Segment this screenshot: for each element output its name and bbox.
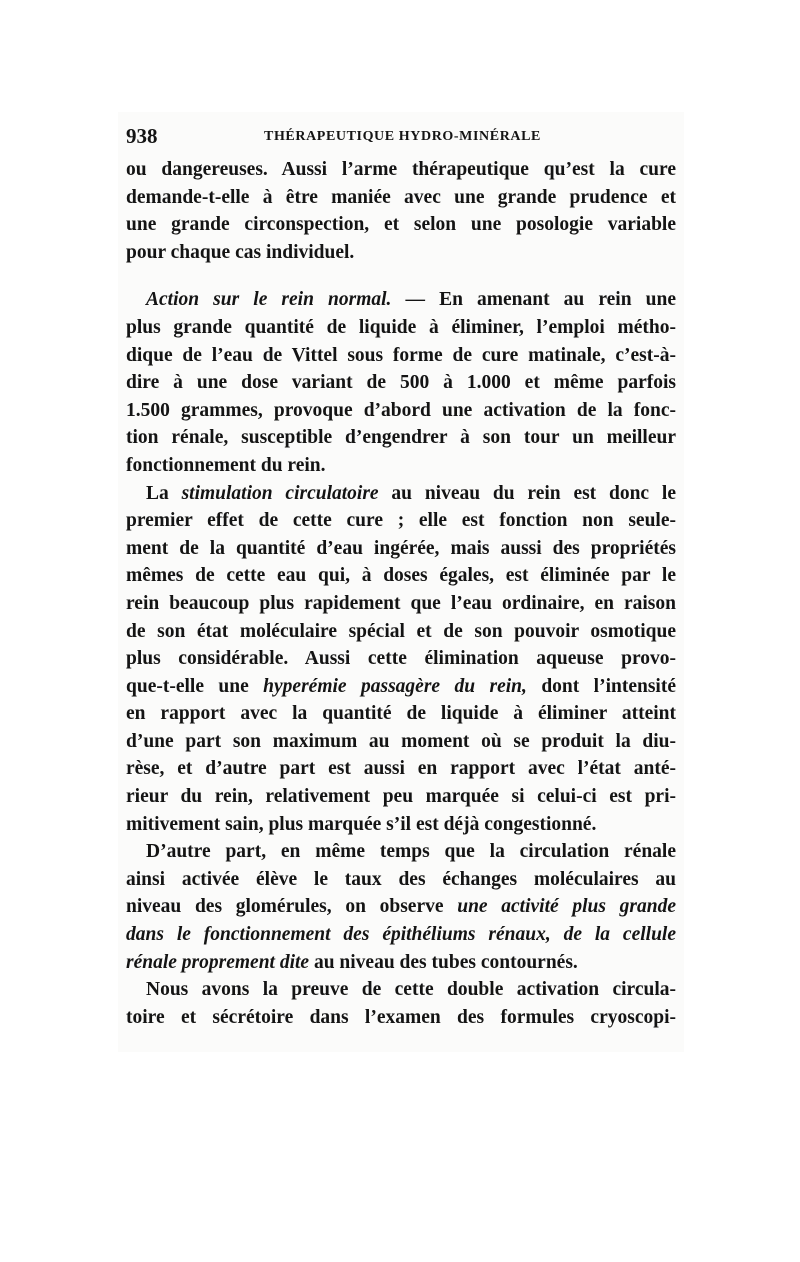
text-line: rieur du rein, relativement peu marquée si celui-ci est pri- <box>126 786 676 808</box>
text-line: tion rénale, susceptible d’engendrer à son tour un meilleur <box>126 427 676 449</box>
text-line: toire et sécrétoire dans l’examen des formules cryoscopi- <box>126 1006 676 1028</box>
paragraph-3 <box>126 480 676 839</box>
text-span: — En amenant au rein une <box>391 289 676 311</box>
emphasis: rénale proprement dite <box>126 951 310 973</box>
text-span: La <box>146 482 182 504</box>
page-number: 938 <box>126 124 158 148</box>
text-span: dont l’intensité <box>526 675 676 697</box>
page-header <box>124 120 678 150</box>
text-span: que-t-elle une <box>126 675 264 697</box>
text-span: niveau des glomérules, on observe <box>126 896 458 918</box>
section-heading: Action sur le rein normal. <box>146 289 392 311</box>
text-line <box>126 673 676 701</box>
text-line <box>126 949 676 977</box>
text-line: en rapport avec la quantité de liquide à éliminer atteint <box>126 703 676 725</box>
running-head: THÉRAPEUTIQUE HYDRO-MINÉRALE <box>264 129 541 144</box>
text-line: premier effet de cette cure ; elle est fonction non seule- <box>126 510 676 532</box>
text-span: au niveau du rein est donc le <box>378 482 676 504</box>
text-line: fonctionnement du rein. <box>126 454 326 476</box>
paragraph-5 <box>126 976 676 1031</box>
text-line: dire à une dose variant de 500 à 1.000 et même parfois <box>126 372 676 394</box>
paragraph-4 <box>126 838 676 976</box>
text-span: au niveau des tubes contournés. <box>309 951 578 973</box>
paragraph-1 <box>126 156 676 266</box>
text-line: de son état moléculaire spécial et de son pouvoir osmotique <box>126 620 676 642</box>
text-line <box>126 893 676 921</box>
text-line: D’autre part, en même temps que la circulation rénale <box>146 841 676 863</box>
body-text <box>126 156 676 1031</box>
text-line: 1.500 grammes, provoque d’abord une activation de la fonc- <box>126 399 676 421</box>
text-line: pour chaque cas individuel. <box>126 241 355 263</box>
paragraph-gap <box>126 266 676 286</box>
text-line: plus grande quantité de liquide à éliminer, l’emploi métho- <box>126 316 676 338</box>
text-line: rein beaucoup plus rapidement que l’eau ordinaire, en raison <box>126 592 676 614</box>
text-line: plus considérable. Aussi cette élimination aqueuse provo- <box>126 648 676 670</box>
text-line <box>126 480 676 508</box>
emphasis: hyperémie passagère du rein, <box>263 675 527 697</box>
text-line: dique de l’eau de Vittel sous forme de cure matinale, c’est-à- <box>126 344 676 366</box>
text-line: Nous avons la preuve de cette double activation circula- <box>146 979 676 1001</box>
text-line: ainsi activée élève le taux des échanges moléculaires au <box>126 868 676 890</box>
text-line <box>126 286 676 314</box>
text-line: ou dangereuses. Aussi l’arme thérapeutique qu’est la cure <box>126 159 676 180</box>
text-line: mitivement sain, plus marquée s’il est déjà congestionné. <box>126 813 597 835</box>
text-line: rèse, et d’autre part est aussi en rapport avec l’état anté- <box>126 758 676 780</box>
text-line: mêmes de cette eau qui, à doses égales, est éliminée par le <box>126 565 676 587</box>
text-line: d’une part son maximum au moment où se produit la diu- <box>126 730 676 752</box>
emphasis: stimulation circulatoire <box>181 482 379 504</box>
emphasis: une activité plus grande <box>457 896 676 918</box>
paragraph-2 <box>126 286 676 479</box>
text-line: dans le fonctionnement des épithéliums rénaux, de la cellule <box>126 924 676 946</box>
text-line: ment de la quantité d’eau ingérée, mais aussi des propriétés <box>126 537 676 559</box>
text-line: demande-t-elle à être maniée avec une grande prudence et <box>126 186 676 208</box>
text-line: une grande circonspection, et selon une posologie variable <box>126 214 676 236</box>
book-page <box>118 112 684 1052</box>
